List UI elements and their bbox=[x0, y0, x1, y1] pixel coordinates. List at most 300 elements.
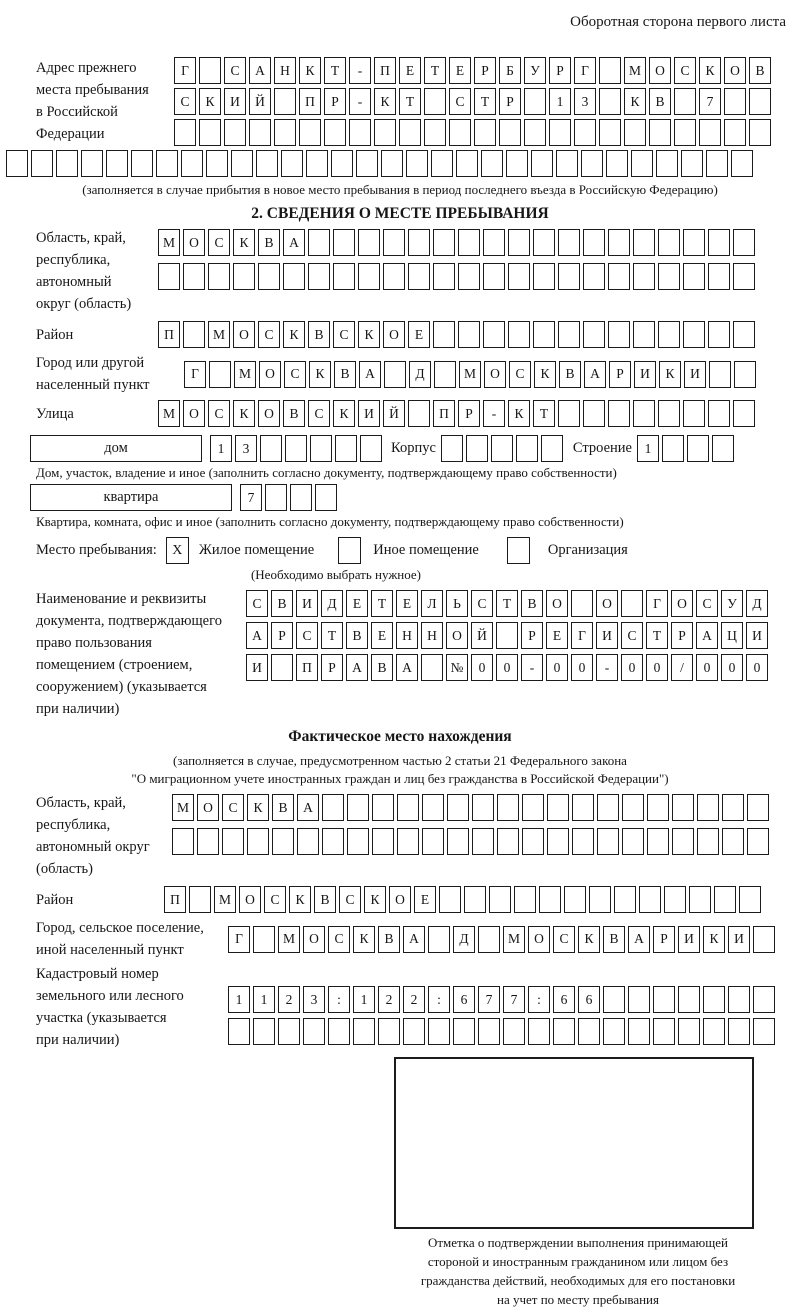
char-cell[interactable]: К bbox=[699, 57, 721, 84]
char-cell[interactable] bbox=[528, 1018, 550, 1045]
char-cell[interactable]: И bbox=[296, 590, 318, 617]
char-cell[interactable] bbox=[683, 400, 705, 427]
char-cell[interactable]: С bbox=[674, 57, 696, 84]
char-cell[interactable]: 3 bbox=[574, 88, 596, 115]
char-cell[interactable]: 0 bbox=[746, 654, 768, 681]
char-cell[interactable] bbox=[558, 263, 580, 290]
char-cell[interactable]: А bbox=[628, 926, 650, 953]
char-cell[interactable] bbox=[603, 986, 625, 1013]
char-cell[interactable] bbox=[606, 150, 628, 177]
char-cell[interactable] bbox=[672, 828, 694, 855]
char-cell[interactable] bbox=[558, 400, 580, 427]
char-cell[interactable] bbox=[689, 886, 711, 913]
char-cell[interactable]: П bbox=[158, 321, 180, 348]
char-cell[interactable] bbox=[271, 654, 293, 681]
char-cell[interactable]: К bbox=[247, 794, 269, 821]
char-cell[interactable]: Й bbox=[383, 400, 405, 427]
char-cell[interactable] bbox=[608, 263, 630, 290]
char-cell[interactable]: Н bbox=[396, 622, 418, 649]
char-cell[interactable]: Е bbox=[371, 622, 393, 649]
char-cell[interactable]: М bbox=[208, 321, 230, 348]
char-cell[interactable]: С bbox=[208, 400, 230, 427]
char-cell[interactable] bbox=[56, 150, 78, 177]
char-cell[interactable] bbox=[422, 828, 444, 855]
char-cell[interactable]: С bbox=[449, 88, 471, 115]
char-cell[interactable] bbox=[408, 229, 430, 256]
char-cell[interactable]: Т bbox=[474, 88, 496, 115]
char-cell[interactable]: С bbox=[333, 321, 355, 348]
char-cell[interactable] bbox=[628, 1018, 650, 1045]
char-cell[interactable]: В bbox=[346, 622, 368, 649]
char-cell[interactable]: С bbox=[264, 886, 286, 913]
char-cell[interactable]: К bbox=[703, 926, 725, 953]
char-cell[interactable]: Д bbox=[409, 361, 431, 388]
char-cell[interactable] bbox=[106, 150, 128, 177]
char-cell[interactable]: И bbox=[596, 622, 618, 649]
char-cell[interactable] bbox=[372, 828, 394, 855]
char-cell[interactable] bbox=[406, 150, 428, 177]
char-cell[interactable] bbox=[583, 400, 605, 427]
char-cell[interactable] bbox=[524, 119, 546, 146]
char-cell[interactable]: К bbox=[358, 321, 380, 348]
char-cell[interactable] bbox=[728, 1018, 750, 1045]
char-cell[interactable]: О bbox=[303, 926, 325, 953]
char-cell[interactable]: У bbox=[524, 57, 546, 84]
char-cell[interactable] bbox=[297, 828, 319, 855]
char-cell[interactable] bbox=[290, 484, 312, 511]
char-cell[interactable]: Л bbox=[421, 590, 443, 617]
char-cell[interactable]: 0 bbox=[496, 654, 518, 681]
char-cell[interactable]: С bbox=[509, 361, 531, 388]
char-cell[interactable] bbox=[728, 986, 750, 1013]
char-cell[interactable]: О bbox=[546, 590, 568, 617]
char-cell[interactable] bbox=[712, 435, 734, 462]
char-cell[interactable] bbox=[439, 886, 461, 913]
char-cell[interactable]: Е bbox=[449, 57, 471, 84]
char-cell[interactable] bbox=[408, 400, 430, 427]
char-cell[interactable] bbox=[678, 1018, 700, 1045]
char-cell[interactable] bbox=[656, 150, 678, 177]
char-cell[interactable]: К bbox=[199, 88, 221, 115]
char-cell[interactable]: М bbox=[459, 361, 481, 388]
char-cell[interactable] bbox=[183, 321, 205, 348]
char-cell[interactable]: С bbox=[208, 229, 230, 256]
char-cell[interactable] bbox=[683, 263, 705, 290]
char-cell[interactable]: 7 bbox=[240, 484, 262, 511]
char-cell[interactable]: К bbox=[299, 57, 321, 84]
char-cell[interactable]: Р bbox=[324, 88, 346, 115]
char-cell[interactable]: М bbox=[172, 794, 194, 821]
char-cell[interactable]: Т bbox=[646, 622, 668, 649]
char-cell[interactable]: К bbox=[624, 88, 646, 115]
char-cell[interactable] bbox=[574, 119, 596, 146]
char-cell[interactable] bbox=[31, 150, 53, 177]
char-cell[interactable]: В bbox=[308, 321, 330, 348]
char-cell[interactable]: 7 bbox=[478, 986, 500, 1013]
char-cell[interactable] bbox=[358, 229, 380, 256]
char-cell[interactable] bbox=[260, 435, 282, 462]
char-cell[interactable]: - bbox=[483, 400, 505, 427]
char-cell[interactable]: : bbox=[428, 986, 450, 1013]
char-cell[interactable] bbox=[174, 119, 196, 146]
char-cell[interactable]: Т bbox=[324, 57, 346, 84]
char-cell[interactable] bbox=[681, 150, 703, 177]
char-cell[interactable] bbox=[714, 886, 736, 913]
char-cell[interactable] bbox=[428, 926, 450, 953]
char-cell[interactable] bbox=[272, 828, 294, 855]
char-cell[interactable]: - bbox=[349, 88, 371, 115]
char-cell[interactable]: О bbox=[649, 57, 671, 84]
char-cell[interactable] bbox=[733, 263, 755, 290]
char-cell[interactable]: О bbox=[183, 229, 205, 256]
char-cell[interactable]: В bbox=[371, 654, 393, 681]
char-cell[interactable]: Е bbox=[399, 57, 421, 84]
char-cell[interactable] bbox=[383, 263, 405, 290]
char-cell[interactable]: В bbox=[258, 229, 280, 256]
char-cell[interactable] bbox=[315, 484, 337, 511]
char-cell[interactable] bbox=[308, 229, 330, 256]
char-cell[interactable]: И bbox=[246, 654, 268, 681]
char-cell[interactable] bbox=[478, 1018, 500, 1045]
char-cell[interactable] bbox=[531, 150, 553, 177]
checkbox-organization[interactable] bbox=[507, 537, 530, 564]
char-cell[interactable] bbox=[333, 229, 355, 256]
char-cell[interactable]: О bbox=[233, 321, 255, 348]
char-cell[interactable]: Р bbox=[653, 926, 675, 953]
char-cell[interactable]: Р bbox=[321, 654, 343, 681]
char-cell[interactable]: И bbox=[678, 926, 700, 953]
char-cell[interactable] bbox=[397, 794, 419, 821]
char-cell[interactable]: 1 bbox=[353, 986, 375, 1013]
char-cell[interactable] bbox=[156, 150, 178, 177]
char-cell[interactable] bbox=[556, 150, 578, 177]
char-cell[interactable] bbox=[431, 150, 453, 177]
char-cell[interactable]: 6 bbox=[553, 986, 575, 1013]
char-cell[interactable]: С bbox=[246, 590, 268, 617]
char-cell[interactable] bbox=[516, 435, 538, 462]
char-cell[interactable] bbox=[378, 1018, 400, 1045]
char-cell[interactable] bbox=[622, 794, 644, 821]
char-cell[interactable]: В bbox=[334, 361, 356, 388]
char-cell[interactable] bbox=[558, 321, 580, 348]
char-cell[interactable]: К bbox=[309, 361, 331, 388]
char-cell[interactable] bbox=[747, 794, 769, 821]
char-cell[interactable]: В bbox=[283, 400, 305, 427]
char-cell[interactable]: П bbox=[299, 88, 321, 115]
char-cell[interactable]: К bbox=[364, 886, 386, 913]
char-cell[interactable]: 1 bbox=[637, 435, 659, 462]
char-cell[interactable]: С bbox=[222, 794, 244, 821]
char-cell[interactable] bbox=[678, 986, 700, 1013]
char-cell[interactable]: В bbox=[559, 361, 581, 388]
char-cell[interactable] bbox=[658, 263, 680, 290]
char-cell[interactable]: Г bbox=[184, 361, 206, 388]
char-cell[interactable] bbox=[547, 828, 569, 855]
char-cell[interactable] bbox=[724, 119, 746, 146]
char-cell[interactable] bbox=[281, 150, 303, 177]
char-cell[interactable] bbox=[278, 1018, 300, 1045]
char-cell[interactable] bbox=[539, 886, 561, 913]
char-cell[interactable] bbox=[374, 119, 396, 146]
char-cell[interactable]: С bbox=[308, 400, 330, 427]
char-cell[interactable] bbox=[458, 263, 480, 290]
char-cell[interactable]: Р bbox=[458, 400, 480, 427]
char-cell[interactable] bbox=[265, 484, 287, 511]
char-cell[interactable] bbox=[633, 321, 655, 348]
char-cell[interactable]: Д bbox=[453, 926, 475, 953]
char-cell[interactable] bbox=[533, 263, 555, 290]
char-cell[interactable] bbox=[322, 828, 344, 855]
char-cell[interactable] bbox=[489, 886, 511, 913]
char-cell[interactable] bbox=[335, 435, 357, 462]
char-cell[interactable] bbox=[578, 1018, 600, 1045]
char-cell[interactable] bbox=[333, 263, 355, 290]
char-cell[interactable] bbox=[549, 119, 571, 146]
char-cell[interactable]: С bbox=[471, 590, 493, 617]
char-cell[interactable]: О bbox=[197, 794, 219, 821]
char-cell[interactable] bbox=[749, 119, 771, 146]
apartment-type-box[interactable]: квартира bbox=[30, 484, 232, 511]
char-cell[interactable] bbox=[256, 150, 278, 177]
char-cell[interactable]: М bbox=[234, 361, 256, 388]
char-cell[interactable]: С bbox=[328, 926, 350, 953]
char-cell[interactable]: 2 bbox=[278, 986, 300, 1013]
char-cell[interactable] bbox=[503, 1018, 525, 1045]
char-cell[interactable]: Д bbox=[746, 590, 768, 617]
char-cell[interactable]: Е bbox=[546, 622, 568, 649]
char-cell[interactable] bbox=[583, 263, 605, 290]
char-cell[interactable]: Г bbox=[571, 622, 593, 649]
char-cell[interactable]: - bbox=[596, 654, 618, 681]
char-cell[interactable]: К bbox=[233, 229, 255, 256]
char-cell[interactable]: Т bbox=[496, 590, 518, 617]
char-cell[interactable]: А bbox=[396, 654, 418, 681]
char-cell[interactable] bbox=[639, 886, 661, 913]
char-cell[interactable] bbox=[731, 150, 753, 177]
char-cell[interactable] bbox=[428, 1018, 450, 1045]
char-cell[interactable] bbox=[299, 119, 321, 146]
char-cell[interactable] bbox=[81, 150, 103, 177]
char-cell[interactable] bbox=[181, 150, 203, 177]
char-cell[interactable]: 7 bbox=[503, 986, 525, 1013]
char-cell[interactable] bbox=[322, 794, 344, 821]
char-cell[interactable] bbox=[481, 150, 503, 177]
char-cell[interactable]: Е bbox=[408, 321, 430, 348]
char-cell[interactable]: С bbox=[284, 361, 306, 388]
char-cell[interactable] bbox=[496, 622, 518, 649]
char-cell[interactable] bbox=[647, 794, 669, 821]
char-cell[interactable] bbox=[674, 119, 696, 146]
char-cell[interactable] bbox=[347, 794, 369, 821]
char-cell[interactable]: Й bbox=[471, 622, 493, 649]
char-cell[interactable] bbox=[533, 229, 555, 256]
char-cell[interactable] bbox=[453, 1018, 475, 1045]
char-cell[interactable] bbox=[631, 150, 653, 177]
char-cell[interactable] bbox=[558, 229, 580, 256]
char-cell[interactable] bbox=[303, 1018, 325, 1045]
char-cell[interactable]: Г bbox=[174, 57, 196, 84]
char-cell[interactable]: Е bbox=[414, 886, 436, 913]
char-cell[interactable] bbox=[733, 400, 755, 427]
char-cell[interactable] bbox=[658, 229, 680, 256]
char-cell[interactable]: С bbox=[224, 57, 246, 84]
char-cell[interactable]: 0 bbox=[571, 654, 593, 681]
char-cell[interactable]: Г bbox=[228, 926, 250, 953]
char-cell[interactable]: В bbox=[649, 88, 671, 115]
char-cell[interactable] bbox=[753, 926, 775, 953]
char-cell[interactable]: В bbox=[314, 886, 336, 913]
char-cell[interactable]: Р bbox=[609, 361, 631, 388]
char-cell[interactable] bbox=[360, 435, 382, 462]
char-cell[interactable] bbox=[306, 150, 328, 177]
char-cell[interactable]: О bbox=[389, 886, 411, 913]
char-cell[interactable] bbox=[499, 119, 521, 146]
char-cell[interactable] bbox=[508, 321, 530, 348]
char-cell[interactable] bbox=[708, 321, 730, 348]
char-cell[interactable]: М bbox=[624, 57, 646, 84]
char-cell[interactable]: О bbox=[671, 590, 693, 617]
char-cell[interactable] bbox=[733, 321, 755, 348]
char-cell[interactable]: / bbox=[671, 654, 693, 681]
char-cell[interactable] bbox=[466, 435, 488, 462]
char-cell[interactable]: Р bbox=[521, 622, 543, 649]
char-cell[interactable]: К bbox=[534, 361, 556, 388]
char-cell[interactable]: И bbox=[358, 400, 380, 427]
char-cell[interactable] bbox=[474, 119, 496, 146]
char-cell[interactable]: А bbox=[403, 926, 425, 953]
char-cell[interactable]: О bbox=[258, 400, 280, 427]
char-cell[interactable]: 0 bbox=[471, 654, 493, 681]
char-cell[interactable] bbox=[614, 886, 636, 913]
char-cell[interactable] bbox=[433, 321, 455, 348]
char-cell[interactable]: Е bbox=[346, 590, 368, 617]
char-cell[interactable] bbox=[206, 150, 228, 177]
char-cell[interactable] bbox=[497, 794, 519, 821]
char-cell[interactable]: И bbox=[684, 361, 706, 388]
char-cell[interactable] bbox=[524, 88, 546, 115]
char-cell[interactable]: Т bbox=[371, 590, 393, 617]
char-cell[interactable]: С bbox=[621, 622, 643, 649]
char-cell[interactable] bbox=[447, 794, 469, 821]
char-cell[interactable]: 0 bbox=[646, 654, 668, 681]
char-cell[interactable] bbox=[224, 119, 246, 146]
char-cell[interactable] bbox=[739, 886, 761, 913]
char-cell[interactable] bbox=[674, 88, 696, 115]
char-cell[interactable] bbox=[424, 119, 446, 146]
char-cell[interactable] bbox=[397, 828, 419, 855]
char-cell[interactable] bbox=[433, 229, 455, 256]
char-cell[interactable] bbox=[589, 886, 611, 913]
char-cell[interactable] bbox=[434, 361, 456, 388]
char-cell[interactable] bbox=[472, 828, 494, 855]
char-cell[interactable]: С bbox=[258, 321, 280, 348]
char-cell[interactable] bbox=[653, 986, 675, 1013]
char-cell[interactable]: С bbox=[174, 88, 196, 115]
char-cell[interactable] bbox=[749, 88, 771, 115]
char-cell[interactable] bbox=[633, 229, 655, 256]
char-cell[interactable] bbox=[222, 828, 244, 855]
char-cell[interactable] bbox=[172, 828, 194, 855]
char-cell[interactable]: 0 bbox=[546, 654, 568, 681]
char-cell[interactable]: В bbox=[378, 926, 400, 953]
char-cell[interactable]: И bbox=[746, 622, 768, 649]
char-cell[interactable] bbox=[706, 150, 728, 177]
char-cell[interactable] bbox=[483, 229, 505, 256]
char-cell[interactable]: К bbox=[374, 88, 396, 115]
char-cell[interactable] bbox=[433, 263, 455, 290]
char-cell[interactable]: П bbox=[374, 57, 396, 84]
char-cell[interactable] bbox=[633, 400, 655, 427]
char-cell[interactable] bbox=[506, 150, 528, 177]
char-cell[interactable] bbox=[597, 794, 619, 821]
char-cell[interactable]: Р bbox=[474, 57, 496, 84]
char-cell[interactable] bbox=[633, 263, 655, 290]
char-cell[interactable] bbox=[662, 435, 684, 462]
char-cell[interactable] bbox=[347, 828, 369, 855]
char-cell[interactable]: 6 bbox=[578, 986, 600, 1013]
char-cell[interactable] bbox=[208, 263, 230, 290]
char-cell[interactable]: О bbox=[183, 400, 205, 427]
char-cell[interactable]: 1 bbox=[549, 88, 571, 115]
char-cell[interactable]: Т bbox=[321, 622, 343, 649]
char-cell[interactable]: К bbox=[333, 400, 355, 427]
char-cell[interactable] bbox=[464, 886, 486, 913]
char-cell[interactable] bbox=[258, 263, 280, 290]
char-cell[interactable] bbox=[308, 263, 330, 290]
char-cell[interactable] bbox=[708, 400, 730, 427]
char-cell[interactable]: Т bbox=[533, 400, 555, 427]
char-cell[interactable]: 0 bbox=[721, 654, 743, 681]
char-cell[interactable]: М bbox=[158, 229, 180, 256]
char-cell[interactable] bbox=[622, 828, 644, 855]
char-cell[interactable] bbox=[422, 794, 444, 821]
char-cell[interactable]: К bbox=[578, 926, 600, 953]
char-cell[interactable] bbox=[131, 150, 153, 177]
char-cell[interactable]: 7 bbox=[699, 88, 721, 115]
char-cell[interactable]: О bbox=[528, 926, 550, 953]
char-cell[interactable] bbox=[753, 1018, 775, 1045]
char-cell[interactable] bbox=[424, 88, 446, 115]
char-cell[interactable] bbox=[683, 229, 705, 256]
char-cell[interactable] bbox=[599, 57, 621, 84]
char-cell[interactable]: Р bbox=[271, 622, 293, 649]
char-cell[interactable] bbox=[458, 321, 480, 348]
char-cell[interactable] bbox=[233, 263, 255, 290]
char-cell[interactable]: Д bbox=[321, 590, 343, 617]
char-cell[interactable] bbox=[653, 1018, 675, 1045]
char-cell[interactable] bbox=[664, 886, 686, 913]
char-cell[interactable] bbox=[571, 590, 593, 617]
char-cell[interactable] bbox=[274, 119, 296, 146]
char-cell[interactable]: Б bbox=[499, 57, 521, 84]
char-cell[interactable]: К bbox=[289, 886, 311, 913]
char-cell[interactable] bbox=[283, 263, 305, 290]
char-cell[interactable] bbox=[353, 1018, 375, 1045]
char-cell[interactable]: П bbox=[164, 886, 186, 913]
char-cell[interactable] bbox=[472, 794, 494, 821]
char-cell[interactable] bbox=[158, 263, 180, 290]
char-cell[interactable] bbox=[249, 119, 271, 146]
char-cell[interactable] bbox=[253, 926, 275, 953]
char-cell[interactable]: 2 bbox=[403, 986, 425, 1013]
char-cell[interactable] bbox=[328, 1018, 350, 1045]
char-cell[interactable] bbox=[449, 119, 471, 146]
char-cell[interactable] bbox=[508, 263, 530, 290]
char-cell[interactable] bbox=[456, 150, 478, 177]
char-cell[interactable]: О bbox=[484, 361, 506, 388]
char-cell[interactable] bbox=[621, 590, 643, 617]
char-cell[interactable]: Ь bbox=[446, 590, 468, 617]
